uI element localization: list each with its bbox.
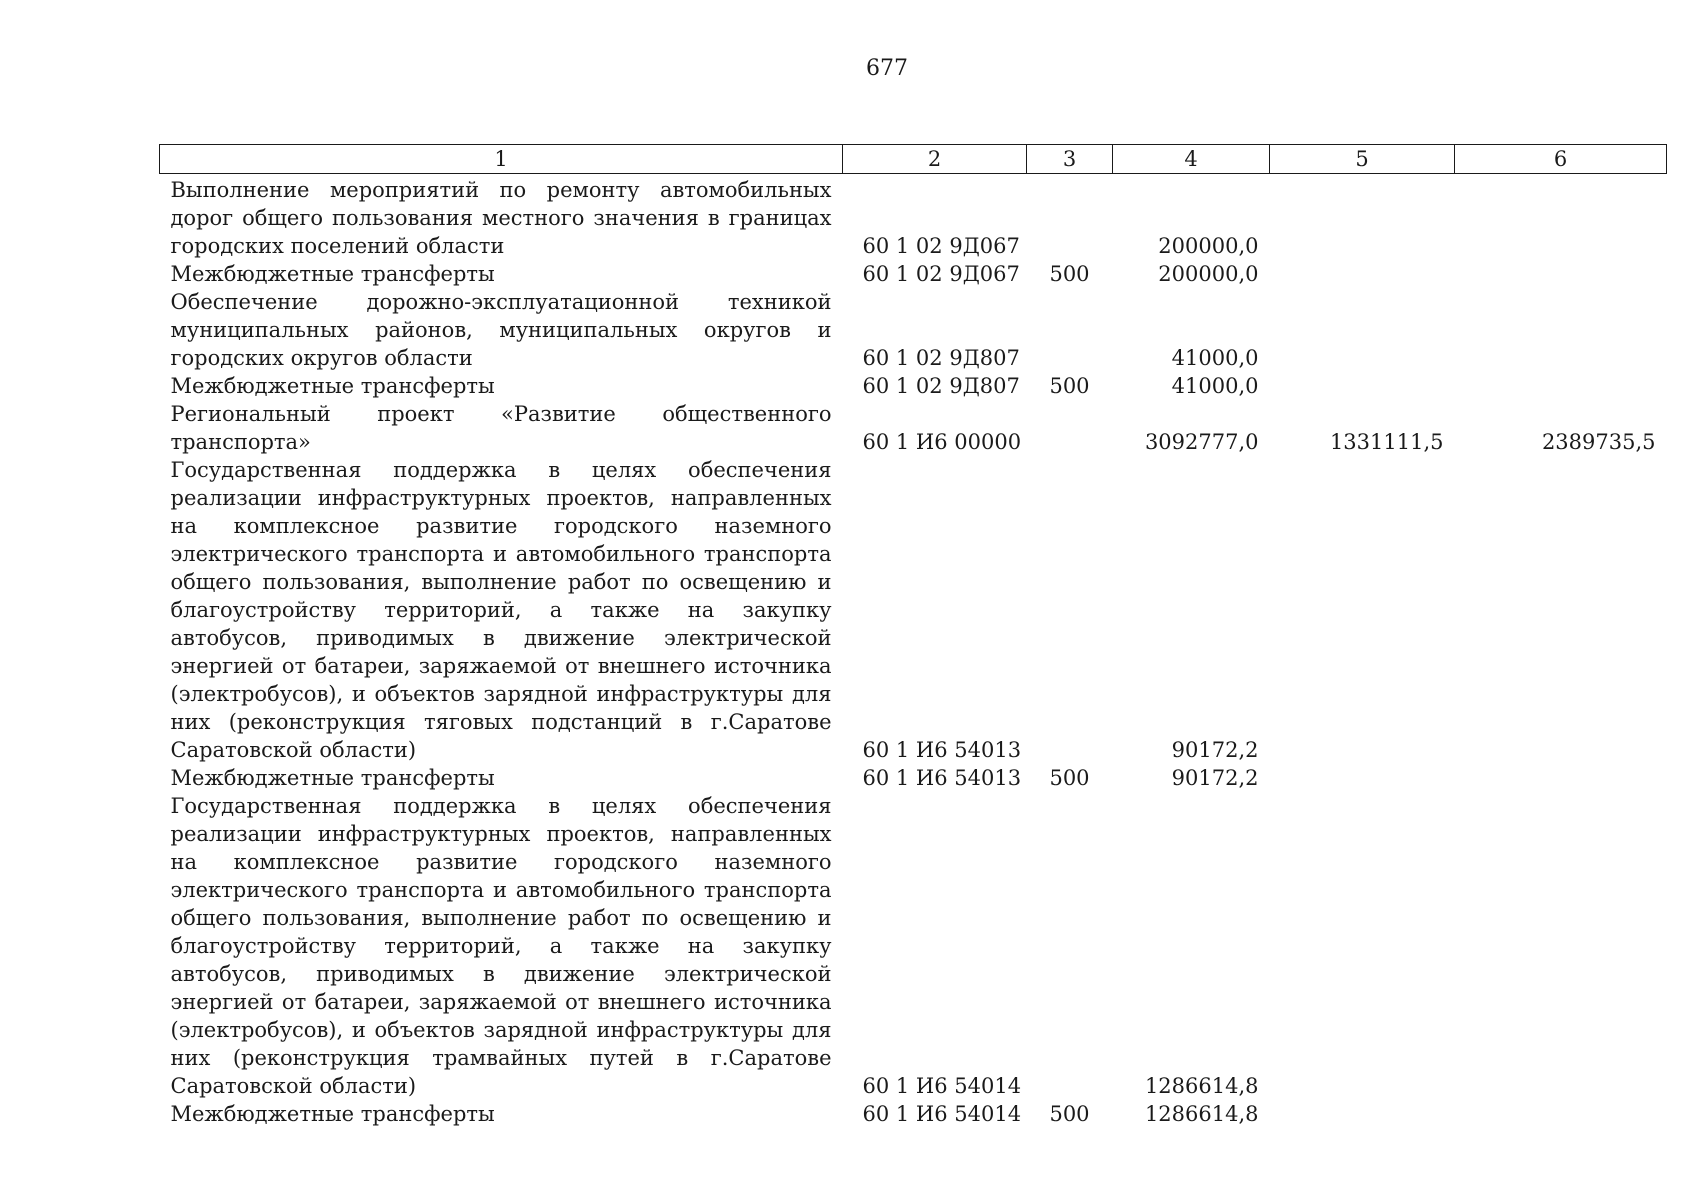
row-name: Выполнение мероприятий по ремонту автомобильных дорог общего пользования местного значения в границах городских поселений области — [170, 178, 832, 258]
table-row — [160, 1100, 1667, 1128]
row-value-4: 200000,0 — [1158, 234, 1259, 258]
row-value-5 — [1270, 764, 1455, 792]
row-value-6 — [1455, 1100, 1667, 1128]
table-row — [160, 764, 1667, 792]
row-value-4: 41000,0 — [1171, 346, 1259, 370]
row-name: Межбюджетные трансферты — [170, 1102, 495, 1126]
row-value-6 — [1455, 456, 1667, 764]
row-expense-type — [1027, 288, 1113, 372]
table-row — [160, 792, 1667, 1100]
row-code: 60 1 И6 54014 — [862, 1102, 1022, 1126]
row-value-5 — [1270, 260, 1455, 288]
row-expense-type — [1027, 174, 1113, 261]
row-value-6 — [1455, 764, 1667, 792]
row-expense-type — [1027, 400, 1113, 456]
row-expense-type: 500 — [1049, 374, 1090, 398]
table-row — [160, 372, 1667, 400]
row-expense-type — [1027, 456, 1113, 764]
row-code: 60 1 02 9Д807 — [862, 346, 1020, 370]
table-body — [160, 174, 1667, 1129]
row-value-6 — [1455, 288, 1667, 372]
column-header-2: 2 — [843, 145, 1027, 174]
table-row — [160, 260, 1667, 288]
table-header — [160, 145, 1667, 174]
row-value-5: 1331111,5 — [1329, 430, 1444, 454]
column-header-5: 5 — [1270, 145, 1455, 174]
table-row — [160, 400, 1667, 456]
row-expense-type — [1027, 792, 1113, 1100]
column-header-6: 6 — [1455, 145, 1667, 174]
page-number: 677 — [866, 56, 908, 81]
row-value-5 — [1270, 288, 1455, 372]
row-value-5 — [1270, 1100, 1455, 1128]
row-code: 60 1 И6 54013 — [862, 738, 1022, 762]
row-name: Межбюджетные трансферты — [170, 766, 495, 790]
budget-table — [159, 144, 1667, 1128]
row-value-4: 90172,2 — [1171, 738, 1259, 762]
table-row — [160, 288, 1667, 372]
row-value-4: 1286614,8 — [1144, 1102, 1259, 1126]
column-header-4: 4 — [1113, 145, 1270, 174]
row-value-5 — [1270, 792, 1455, 1100]
row-value-4: 41000,0 — [1171, 374, 1259, 398]
row-name: Государственная поддержка в целях обеспечения реализации инфраструктурных проектов, направленных на комплексное развитие городского наземного электрического транспорта и автомобильного транспорта общего пользования, выполнение работ по освещению и благоустройству территорий, а также на закупку автобусов, приводимых в движение электрической энергией от батареи, заряжаемой от внешнего источника (электробусов), и объектов зарядной инфраструктуры для них (реконструкция тяговых подстанций в г.Саратове Саратовской области) — [170, 458, 832, 762]
row-value-5 — [1270, 456, 1455, 764]
row-value-5 — [1270, 174, 1455, 261]
column-header-1: 1 — [160, 145, 843, 174]
row-value-6 — [1455, 792, 1667, 1100]
row-expense-type: 500 — [1049, 262, 1090, 286]
row-value-4: 1286614,8 — [1144, 1074, 1259, 1098]
row-name: Государственная поддержка в целях обеспечения реализации инфраструктурных проектов, направленных на комплексное развитие городского наземного электрического транспорта и автомобильного транспорта общего пользования, выполнение работ по освещению и благоустройству территорий, а также на закупку автобусов, приводимых в движение электрической энергией от батареи, заряжаемой от внешнего источника (электробусов), и объектов зарядной инфраструктуры для них (реконструкция трамвайных путей в г.Саратове Саратовской области) — [170, 794, 832, 1098]
row-name: Региональный проект «Развитие общественного транспорта» — [170, 402, 832, 454]
table-row — [160, 456, 1667, 764]
row-value-6 — [1455, 372, 1667, 400]
row-code: 60 1 И6 00000 — [862, 430, 1022, 454]
row-code: 60 1 02 9Д067 — [862, 262, 1020, 286]
table-row — [160, 174, 1667, 261]
row-value-6 — [1455, 174, 1667, 261]
row-code: 60 1 02 9Д067 — [862, 234, 1020, 258]
row-code: 60 1 02 9Д807 — [862, 374, 1020, 398]
row-expense-type: 500 — [1049, 766, 1090, 790]
row-value-6: 2389735,5 — [1541, 430, 1656, 454]
column-header-3: 3 — [1027, 145, 1113, 174]
row-name: Межбюджетные трансферты — [170, 262, 495, 286]
row-name: Межбюджетные трансферты — [170, 374, 495, 398]
row-value-5 — [1270, 372, 1455, 400]
row-expense-type: 500 — [1049, 1102, 1090, 1126]
row-value-4: 90172,2 — [1171, 766, 1259, 790]
row-value-6 — [1455, 260, 1667, 288]
row-code: 60 1 И6 54013 — [862, 766, 1022, 790]
row-code: 60 1 И6 54014 — [862, 1074, 1022, 1098]
row-value-4: 3092777,0 — [1144, 430, 1259, 454]
row-name: Обеспечение дорожно-эксплуатационной техникой муниципальных районов, муниципальных округов и городских округов области — [170, 290, 832, 370]
row-value-4: 200000,0 — [1158, 262, 1259, 286]
header-row — [160, 145, 1667, 174]
